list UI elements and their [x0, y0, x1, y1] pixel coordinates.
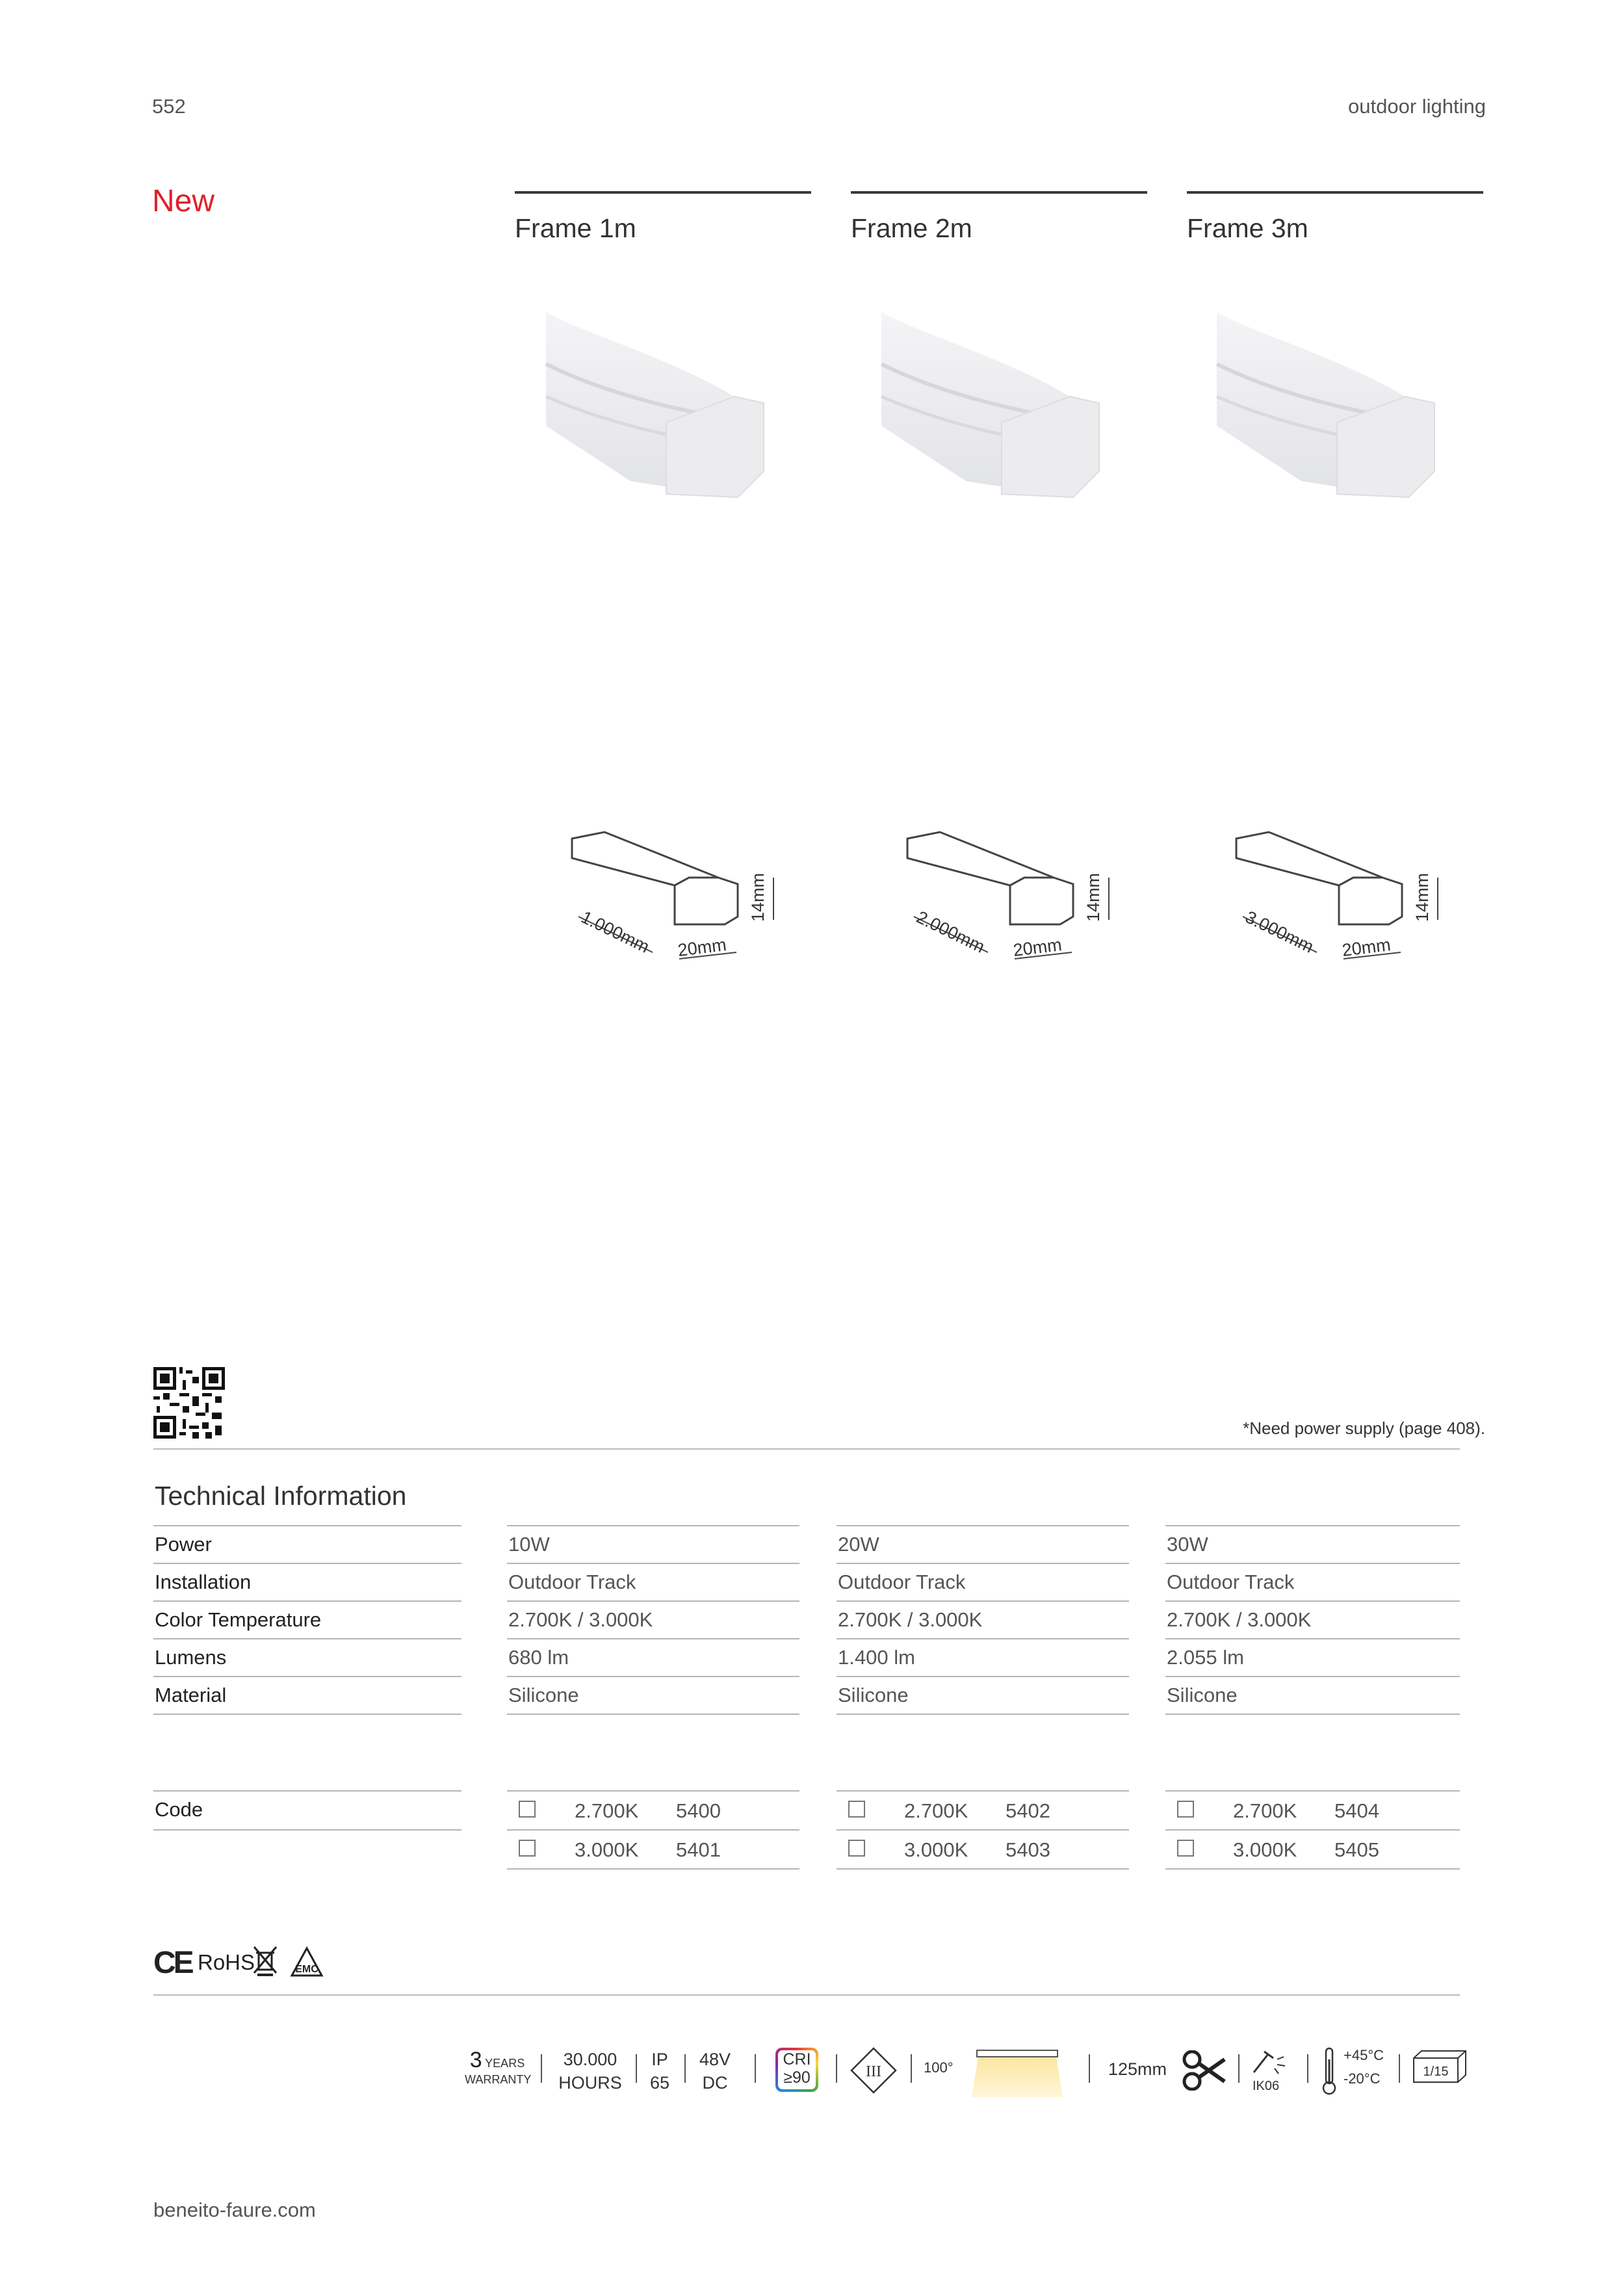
cri-value: ≥90 — [783, 2068, 811, 2087]
spec-value-row — [837, 1600, 1129, 1638]
warranty-number: 3 — [469, 2048, 482, 2072]
current-type: DC — [702, 2073, 728, 2093]
code-label-row — [153, 1790, 461, 1829]
code-checkbox[interactable] — [848, 1840, 865, 1857]
code-checkbox[interactable] — [519, 1801, 536, 1818]
spec-value-row — [1165, 1600, 1460, 1638]
new-badge: New — [152, 184, 215, 218]
code-option-row — [837, 1790, 1129, 1829]
dimension-drawing — [565, 826, 825, 982]
spec-value: 30W — [1167, 1533, 1208, 1556]
spec-label-row — [153, 1638, 461, 1676]
code-checkbox[interactable] — [519, 1840, 536, 1857]
spec-label: Color Temperature — [155, 1608, 322, 1631]
section-title: outdoor lighting — [1348, 95, 1486, 118]
separator — [541, 2054, 542, 2083]
divider — [1165, 1868, 1460, 1870]
color-temp: 2.700K — [1233, 1799, 1297, 1822]
temperature-range — [1344, 2044, 1384, 2091]
height-label: 14mm — [1412, 872, 1432, 922]
product-code: 5404 — [1334, 1799, 1379, 1822]
product-photo — [875, 306, 1122, 501]
spec-value-row — [1165, 1525, 1460, 1563]
spec-label: Installation — [155, 1571, 252, 1593]
product-column-1 — [515, 191, 811, 244]
package-box-icon — [1412, 2049, 1467, 2084]
separator — [1399, 2054, 1400, 2083]
divider — [153, 1829, 461, 1831]
tech-info-title: Technical Information — [155, 1481, 407, 1511]
code-label: Code — [155, 1798, 203, 1821]
color-temp: 2.700K — [904, 1799, 968, 1822]
dimension-drawing — [901, 826, 1161, 982]
spec-value: Outdoor Track — [1167, 1571, 1295, 1593]
width-label: 20mm — [1341, 935, 1392, 960]
product-photo — [539, 306, 786, 501]
code-option-row — [507, 1790, 799, 1829]
spec-label-row — [153, 1525, 461, 1563]
emc-icon — [290, 1946, 324, 1977]
cri-badge-icon — [775, 2048, 818, 2092]
spec-value-row — [507, 1525, 799, 1563]
qr-code-icon[interactable] — [153, 1367, 225, 1439]
temp-min: -20°C — [1344, 2070, 1381, 2087]
spec-value: Silicone — [1167, 1684, 1238, 1706]
separator — [836, 2054, 837, 2083]
product-code: 5402 — [1006, 1799, 1050, 1822]
ip-value: 65 — [649, 2073, 670, 2093]
spec-value: 1.400 lm — [838, 1646, 915, 1669]
spec-value-row — [507, 1563, 799, 1600]
product-code: 5401 — [676, 1838, 721, 1861]
spec-label-row — [153, 1676, 461, 1714]
length-label: 1.000mm — [578, 907, 653, 957]
spec-value-row — [1165, 1563, 1460, 1600]
voltage-value: 48V — [699, 2050, 731, 2069]
temp-max: +45°C — [1344, 2047, 1384, 2063]
divider — [153, 1714, 461, 1715]
spec-value-row — [837, 1676, 1129, 1714]
spec-value: 2.700K / 3.000K — [1167, 1608, 1312, 1631]
height-label: 14mm — [1084, 872, 1103, 922]
spec-value-row — [507, 1638, 799, 1676]
svg-text:1/15: 1/15 — [1423, 2065, 1449, 2079]
feature-strip — [465, 2048, 1469, 2113]
separator — [636, 2054, 637, 2083]
divider — [507, 1714, 799, 1715]
website-link[interactable]: beneito-faure.com — [153, 2198, 316, 2221]
spec-value-row — [507, 1600, 799, 1638]
product-photo — [1210, 306, 1457, 501]
page-number: 552 — [152, 95, 186, 118]
color-temp: 3.000K — [904, 1838, 968, 1861]
product-title: Frame 1m — [515, 213, 636, 243]
cut-length: 125mm — [1108, 2059, 1167, 2079]
width-label: 20mm — [1012, 935, 1063, 960]
divider — [1165, 1714, 1460, 1715]
spec-value-row — [837, 1638, 1129, 1676]
spec-value: Silicone — [508, 1684, 579, 1706]
scissors-icon — [1182, 2050, 1227, 2091]
power-supply-note: *Need power supply (page 408). — [1243, 1418, 1485, 1438]
ce-mark-icon: CE — [153, 1946, 192, 1980]
length-label: 2.000mm — [913, 907, 988, 957]
divider — [153, 1994, 1460, 1996]
spec-label: Lumens — [155, 1646, 227, 1669]
spec-label: Material — [155, 1684, 227, 1706]
spec-label: Power — [155, 1533, 212, 1556]
warranty-word: WARRANTY — [465, 2073, 532, 2086]
spec-value-row — [1165, 1676, 1460, 1714]
color-temp: 3.000K — [575, 1838, 639, 1861]
product-code: 5405 — [1334, 1838, 1379, 1861]
length-label: 3.000mm — [1242, 907, 1317, 957]
code-checkbox[interactable] — [1177, 1801, 1194, 1818]
weee-bin-icon — [252, 1945, 278, 1977]
width-label: 20mm — [677, 935, 728, 960]
product-title: Frame 2m — [851, 213, 972, 243]
svg-text:III: III — [866, 2063, 881, 2080]
voltage-info — [695, 2048, 734, 2094]
dimension-drawing — [1230, 826, 1490, 982]
code-option-row — [837, 1829, 1129, 1868]
warranty-info — [465, 2048, 530, 2087]
class-iii-icon — [850, 2046, 898, 2094]
lifetime-info — [554, 2048, 626, 2094]
spec-value: 2.055 lm — [1167, 1646, 1244, 1669]
spec-value-row — [1165, 1638, 1460, 1676]
cri-label: CRI — [783, 2050, 811, 2068]
spec-value: 20W — [838, 1533, 879, 1556]
ip-label: IP — [651, 2050, 668, 2069]
rohs-label: RoHS — [198, 1950, 255, 1974]
svg-text:EMC: EMC — [295, 1964, 318, 1975]
beam-light-icon — [972, 2048, 1063, 2097]
code-option-row — [1165, 1790, 1460, 1829]
product-title: Frame 3m — [1187, 213, 1308, 243]
product-column-2 — [851, 191, 1147, 244]
separator — [684, 2054, 686, 2083]
separator — [755, 2054, 756, 2083]
product-code: 5400 — [676, 1799, 721, 1822]
spec-value: Outdoor Track — [508, 1571, 636, 1593]
column-rule — [851, 191, 1147, 194]
column-rule — [515, 191, 811, 194]
separator — [1238, 2054, 1240, 2083]
code-checkbox[interactable] — [1177, 1840, 1194, 1857]
spec-label-row — [153, 1563, 461, 1600]
spec-value: Outdoor Track — [838, 1571, 966, 1593]
separator — [1307, 2054, 1308, 2083]
ip-rating — [643, 2048, 676, 2094]
spec-value: 10W — [508, 1533, 550, 1556]
ik-rating: IK06 — [1253, 2079, 1280, 2093]
impact-icon — [1250, 2048, 1289, 2076]
separator — [911, 2054, 912, 2083]
height-label: 14mm — [748, 872, 768, 922]
divider — [837, 1868, 1129, 1870]
color-temp: 2.700K — [575, 1799, 639, 1822]
beam-angle: 100° — [924, 2059, 954, 2076]
spec-value: 2.700K / 3.000K — [838, 1608, 983, 1631]
warranty-years: YEARS — [485, 2057, 525, 2070]
code-checkbox[interactable] — [848, 1801, 865, 1818]
spec-value-row — [837, 1525, 1129, 1563]
hours-number: 30.000 — [563, 2050, 617, 2069]
separator — [1089, 2054, 1090, 2083]
divider — [153, 1448, 1460, 1450]
spec-value: 680 lm — [508, 1646, 569, 1669]
product-code: 5403 — [1006, 1838, 1050, 1861]
divider — [837, 1714, 1129, 1715]
spec-value-row — [837, 1563, 1129, 1600]
code-option-row — [1165, 1829, 1460, 1868]
product-column-3 — [1187, 191, 1483, 244]
code-option-row — [507, 1829, 799, 1868]
hours-word: HOURS — [558, 2073, 622, 2093]
spec-value: 2.700K / 3.000K — [508, 1608, 653, 1631]
thermometer-icon — [1321, 2046, 1337, 2096]
spec-label-row — [153, 1600, 461, 1638]
spec-value-row — [507, 1676, 799, 1714]
column-rule — [1187, 191, 1483, 194]
color-temp: 3.000K — [1233, 1838, 1297, 1861]
spec-value: Silicone — [838, 1684, 909, 1706]
divider — [507, 1868, 799, 1870]
